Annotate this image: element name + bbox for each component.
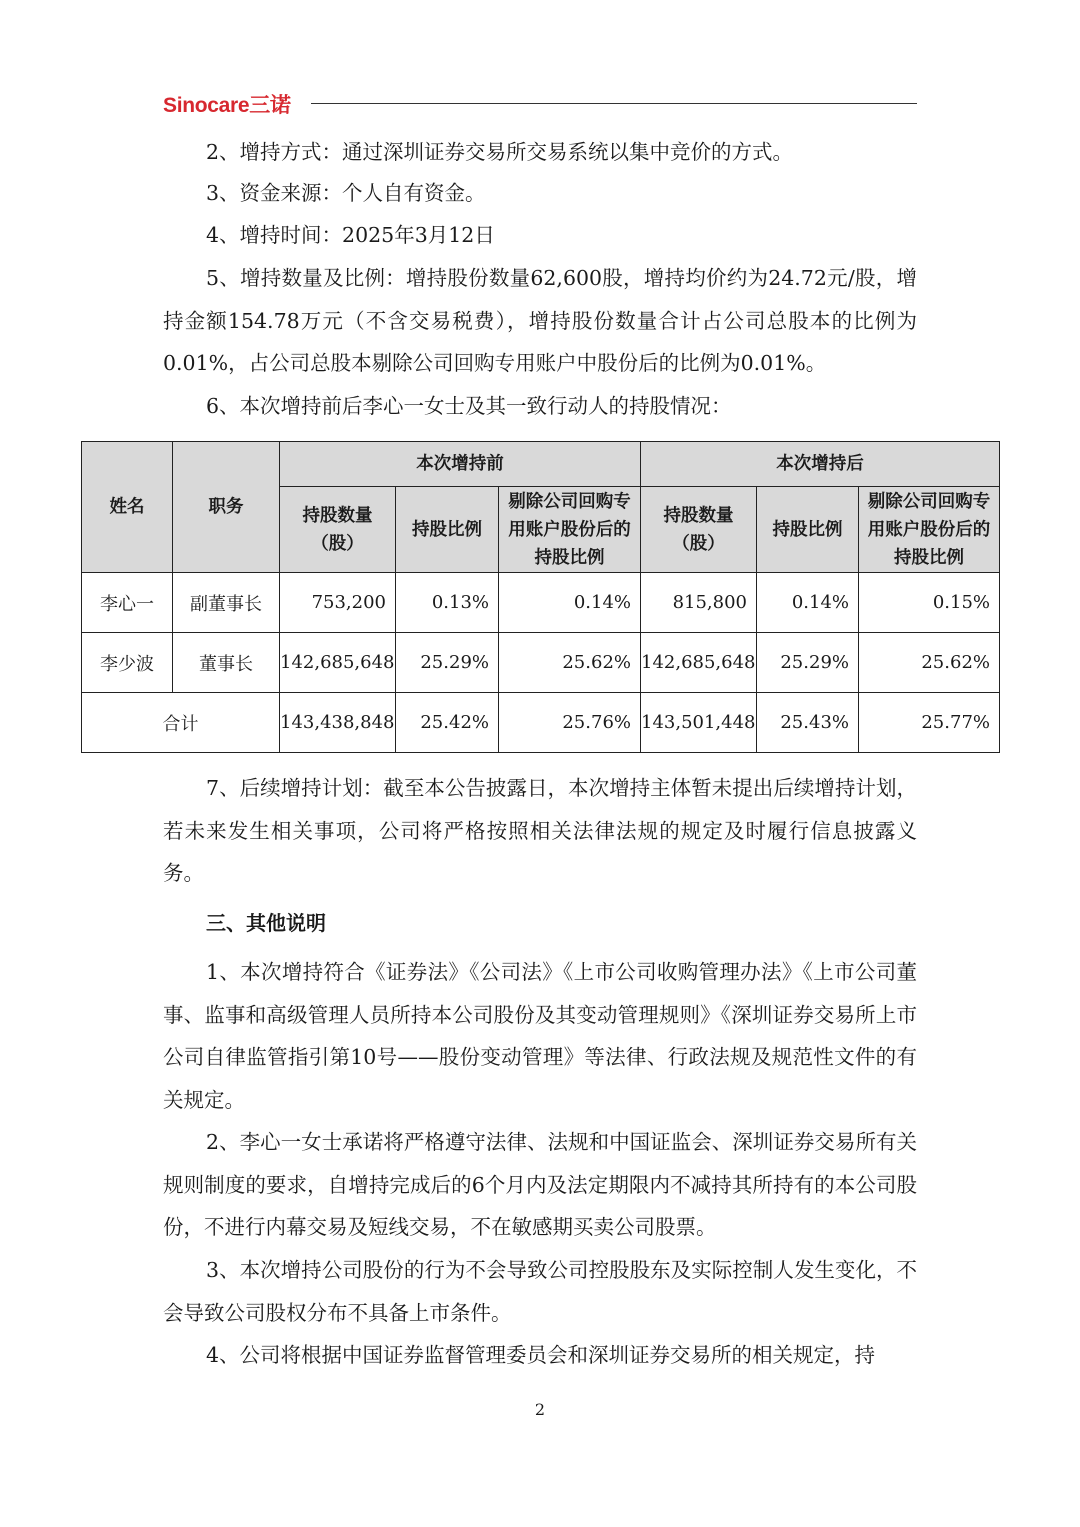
header-role: 职务 (173, 442, 280, 573)
page-header (163, 86, 917, 116)
cell-total-label: 合计 (82, 693, 280, 753)
paragraph-commitment: 2、李心一女士承诺将严格遵守法律、法规和中国证监会、深圳证券交易所有关规则制度的要求，自增持完成后的6个月内及法定期限内不减持其所持有的本公司股份，不进行内幕交易及短线交易，不在敏感期买卖公司股票。 (163, 1130, 917, 1239)
cell-name: 李少波 (82, 633, 173, 693)
cell-before-adj: 0.14% (499, 573, 641, 633)
header-after: 本次增持后 (641, 442, 1000, 487)
paragraph-date: 4、增持时间：2025年3月12日 (206, 223, 495, 247)
paragraph-compliance: 1、本次增持符合《证券法》《公司法》《上市公司收购管理办法》《上市公司董事、监事和高级管理人员所持本公司股份及其变动管理规则》《深圳证券交易所上市公司自律监管指引第10号——股份变动管理》等法律、行政法规及规范性文件的有关规定。 (163, 960, 917, 1112)
cell-before-ratio: 25.29% (396, 633, 499, 693)
shareholding-table (81, 441, 1000, 753)
cell-before-shares: 753,200 (280, 573, 396, 633)
header-after-shares: 持股数量（股） (641, 487, 757, 573)
cell-total-before-ratio: 25.42% (396, 693, 499, 753)
cell-total-after-adj: 25.77% (859, 693, 1000, 753)
cell-after-shares: 815,800 (641, 573, 757, 633)
sinocare-logo: Sinocare三诺 (163, 94, 291, 117)
cell-after-adj: 25.62% (859, 633, 1000, 693)
header-after-ratio: 持股比例 (757, 487, 859, 573)
cell-total-before-shares: 143,438,848 (280, 693, 396, 753)
page-number: 2 (534, 1400, 546, 1419)
table-row (82, 633, 1000, 693)
cell-after-shares: 142,685,648 (641, 633, 757, 693)
paragraph-funding: 3、资金来源：个人自有资金。 (206, 181, 486, 205)
paragraph-method: 2、增持方式：通过深圳证券交易所交易系统以集中竞价的方式。 (206, 140, 794, 164)
cell-role: 副董事长 (173, 573, 280, 633)
header-name: 姓名 (82, 442, 173, 573)
paragraph-disclosure: 4、公司将根据中国证券监督管理委员会和深圳证券交易所的相关规定，持 (206, 1343, 876, 1367)
header-after-adj-ratio: 剔除公司回购专用账户股份后的持股比例 (859, 487, 1000, 573)
paragraph-holding-intro: 6、本次增持前后李心一女士及其一致行动人的持股情况： (206, 394, 732, 418)
header-before-shares: 持股数量（股） (280, 487, 396, 573)
cell-total-after-shares: 143,501,448 (641, 693, 757, 753)
cell-before-ratio: 0.13% (396, 573, 499, 633)
cell-role: 董事长 (173, 633, 280, 693)
paragraph-control: 3、本次增持公司股份的行为不会导致公司控股股东及实际控制人发生变化，不会导致公司股权分布不具备上市条件。 (163, 1258, 917, 1325)
section-title: 三、其他说明 (206, 911, 326, 935)
cell-before-adj: 25.62% (499, 633, 641, 693)
header-divider (311, 103, 917, 104)
header-before-adj-ratio: 剔除公司回购专用账户股份后的持股比例 (499, 487, 641, 573)
cell-total-before-adj: 25.76% (499, 693, 641, 753)
cell-after-adj: 0.15% (859, 573, 1000, 633)
cell-after-ratio: 25.29% (757, 633, 859, 693)
table-total-row (82, 693, 1000, 753)
cell-total-after-ratio: 25.43% (757, 693, 859, 753)
paragraph-quantity: 5、增持数量及比例：增持股份数量62,600股，增持均价约为24.72元/股，增持金额154.78万元（不含交易税费），增持股份数量合计占公司总股本的比例为0.01%，占公司总股本剔除公司回购专用账户中股份后的比例为0.01%。 (163, 266, 917, 375)
cell-after-ratio: 0.14% (757, 573, 859, 633)
cell-before-shares: 142,685,648 (280, 633, 396, 693)
paragraph-future-plan: 7、后续增持计划：截至本公告披露日，本次增持主体暂未提出后续增持计划，若未来发生相关事项，公司将严格按照相关法律法规的规定及时履行信息披露义务。 (163, 776, 917, 885)
header-before-ratio: 持股比例 (396, 487, 499, 573)
cell-name: 李心一 (82, 573, 173, 633)
header-before: 本次增持前 (280, 442, 641, 487)
table-row (82, 573, 1000, 633)
